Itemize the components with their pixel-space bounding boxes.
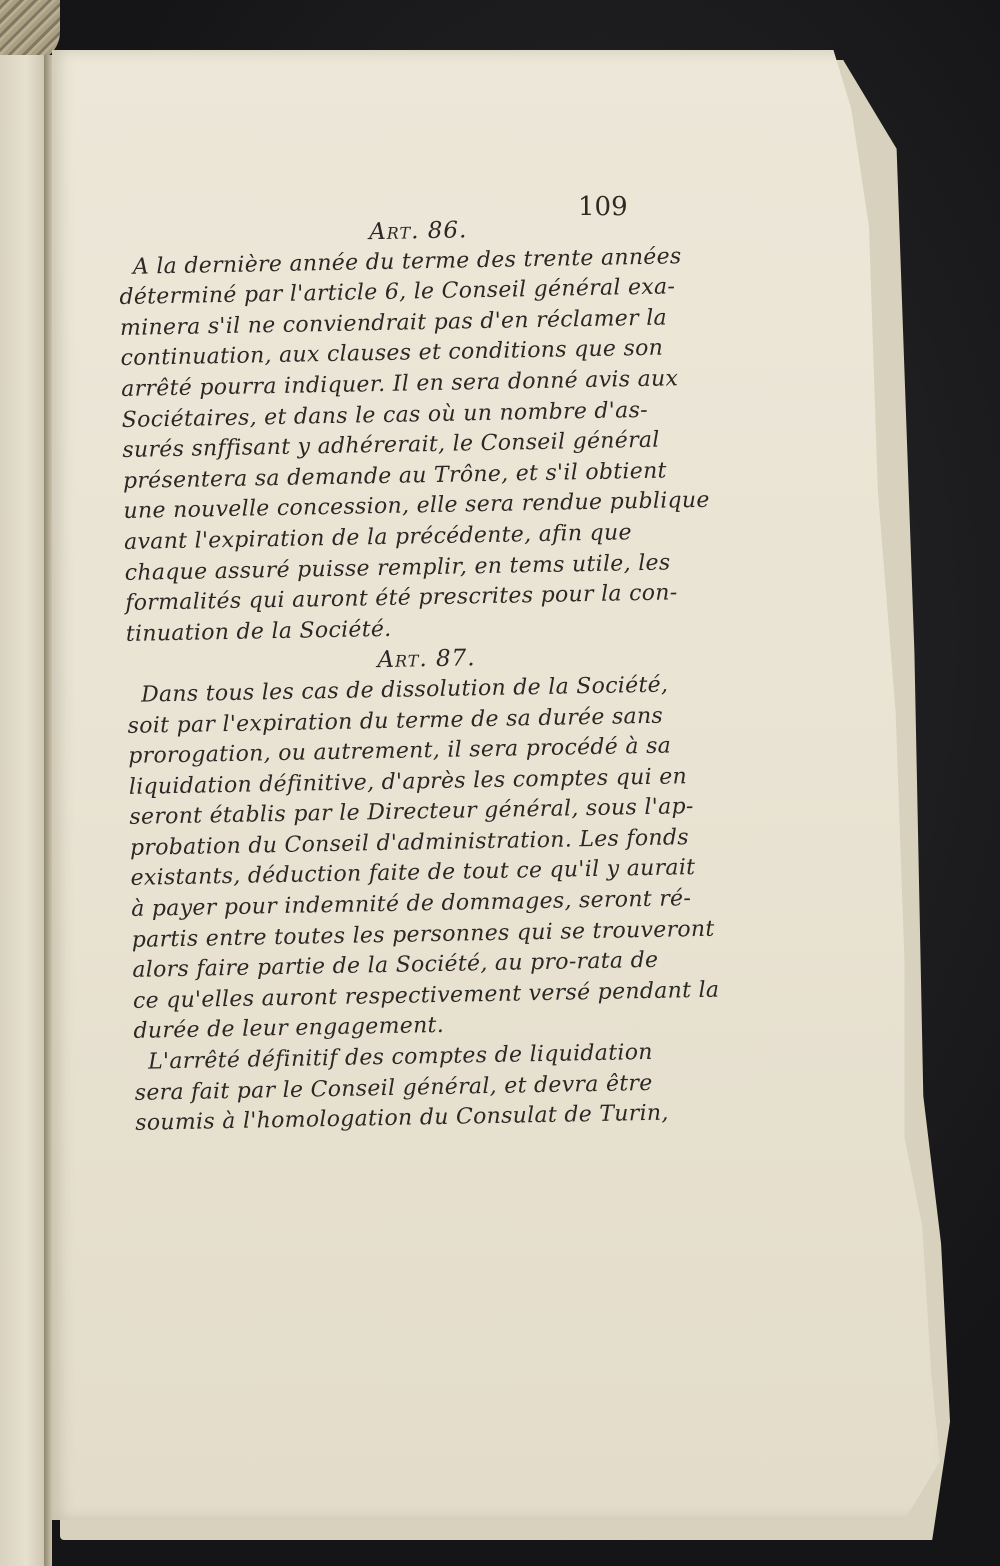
article-label: Art. [368, 218, 420, 246]
text-line: soumis à l'homologation du Consulat de Turin, [135, 1100, 669, 1137]
text-line: sera fait par le Conseil général, et devra être [134, 1070, 653, 1106]
text-line: tinuation de la Société. [125, 616, 392, 647]
text-line: L'arrêté définitif des comptes de liquidation [147, 1039, 653, 1075]
article-86-paragraph [119, 242, 710, 650]
text-line: avant l'expiration de la précédente, afin que [123, 520, 633, 555]
article-number: 87. [435, 645, 476, 673]
text-line: seront établis par le Directeur général, sous l'ap- [129, 794, 694, 831]
text-line: liquidation définitive, d'après les comptes qui en [128, 763, 688, 800]
binding-thread [0, 0, 60, 62]
text-line: formalités qui auront été prescrites pour la con- [125, 580, 678, 617]
page-text [118, 211, 720, 1139]
text-line: surés snffisant y adhérerait, le Conseil général [122, 427, 660, 464]
page-number: 109 [578, 192, 628, 222]
book-spine [44, 55, 52, 1566]
text-line: prorogation, ou autrement, il sera procédé à sa [128, 733, 672, 769]
article-number: 86. [427, 217, 468, 245]
text-line: ce qu'elles auront respectivement versé pendant la [132, 977, 720, 1014]
text-line: soit par l'expiration du terme de sa durée sans [127, 703, 664, 739]
previous-page-edge [0, 55, 46, 1566]
text-line: présentera sa demande au Trône, et s'il obtient [122, 458, 667, 494]
text-line: minera s'il ne conviendrait pas d'en réclamer la [119, 305, 668, 341]
text-line: Sociétaires, et dans le cas où un nombre d'as- [121, 397, 649, 433]
text-line: à payer pour indemnité de dommages, seront ré- [130, 886, 692, 922]
text-line: durée de leur engagement. [133, 1013, 445, 1045]
article-label: Art. [377, 646, 428, 674]
text-line: arrêté pourra indiquer. Il en sera donné avis aux [120, 366, 679, 402]
article-87-paragraph-1 [127, 670, 720, 1048]
text-line: A la dernière année du terme des trente années [132, 243, 682, 280]
text-line: continuation, aux clauses et conditions que son [120, 335, 664, 372]
text-line: déterminé par l'article 6, le Conseil général exa- [119, 274, 676, 311]
text-line: alors faire partie de la Société, au pro-rata de [132, 948, 659, 984]
text-line: Dans tous les cas de dissolution de la Société, [140, 672, 669, 708]
text-line: chaque assuré puisse remplir, en tems utile, les [124, 549, 671, 586]
text-line: partis entre toutes les personnes qui se trouveront [131, 916, 715, 953]
text-line: une nouvelle concession, elle sera rendue publique [123, 488, 710, 525]
article-87-paragraph-2 [134, 1037, 696, 1140]
text-line: probation du Conseil d'administration. Les fonds [129, 825, 690, 861]
text-line: existants, déduction faite de tout ce qu'il y aurait [130, 855, 696, 892]
